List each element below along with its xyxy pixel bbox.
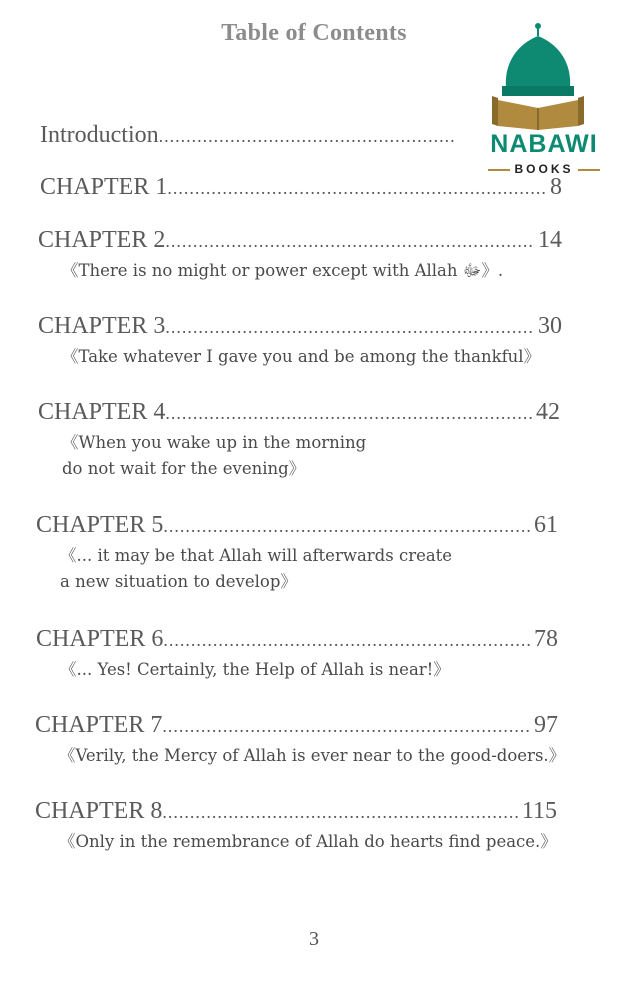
toc-label: CHAPTER 7 [35,712,163,738]
dot-leader [167,178,546,199]
toc-line [40,174,562,201]
toc-label: CHAPTER 2 [38,227,166,253]
toc-line [38,399,560,426]
toc-page-number: 78 [534,626,558,652]
dot-leader [163,516,530,537]
toc-entry [38,399,560,482]
dot-leader [162,802,518,823]
toc-entry [38,227,562,284]
toc-entry [40,122,460,149]
toc-entry [36,626,558,683]
dome-book-icon [478,22,610,130]
toc-line [40,122,460,149]
toc-line [38,227,562,254]
nabawi-books-logo [478,22,610,182]
toc-page-number: 14 [538,227,562,253]
dot-leader [163,630,530,651]
dot-leader [165,317,534,338]
toc-page-number: 42 [536,399,560,425]
toc-label: Introduction [40,122,159,148]
toc-label: CHAPTER 1 [40,174,168,200]
toc-line [35,798,557,825]
toc-line [36,512,558,539]
page-number: 3 [309,928,319,950]
toc-label: CHAPTER 5 [36,512,164,538]
toc-entry [35,712,566,769]
toc-line [38,313,562,340]
dot-leader [165,231,534,252]
chapter-quote: 《When you wake up in the morning [62,433,367,452]
logo-name: NABAWI [490,130,598,158]
toc-label: CHAPTER 8 [35,798,163,824]
toc-label: CHAPTER 6 [36,626,164,652]
toc-entry [38,313,562,370]
logo-subtitle: BOOKS [478,162,610,176]
chapter-quote: a new situation to develop》 [60,572,297,591]
chapter-quote: 《... it may be that Allah will afterwards create [60,546,453,565]
dot-leader [159,126,456,147]
toc-line [36,626,558,653]
toc-page-number: 30 [538,313,562,339]
toc-page-number: 61 [534,512,558,538]
chapter-quote: 《There is no might or power except with Allah ﷻ》. [62,261,504,280]
toc-line [35,712,558,739]
chapter-quote: 《... Yes! Certainly, the Help of Allah is near!》 [60,660,450,679]
toc-page-number: 115 [521,798,557,824]
toc-page-number: 97 [534,712,558,738]
toc-entry [36,512,558,595]
chapter-quote: 《Take whatever I gave you and be among the thankful》 [62,347,541,366]
toc-label: CHAPTER 4 [38,399,166,425]
dot-leader [165,403,532,424]
toc-page-number: 8 [550,174,562,200]
toc-entry [40,174,562,201]
chapter-quote: 《Only in the remembrance of Allah do hearts find peace.》 [59,832,557,851]
dot-leader [162,716,530,737]
chapter-quote: do not wait for the evening》 [62,459,306,478]
page-title: Table of Contents [221,20,407,46]
toc-entry [35,798,557,855]
chapter-quote: 《Verily, the Mercy of Allah is ever near to the good-doers.》 [59,746,566,765]
toc-label: CHAPTER 3 [38,313,166,339]
